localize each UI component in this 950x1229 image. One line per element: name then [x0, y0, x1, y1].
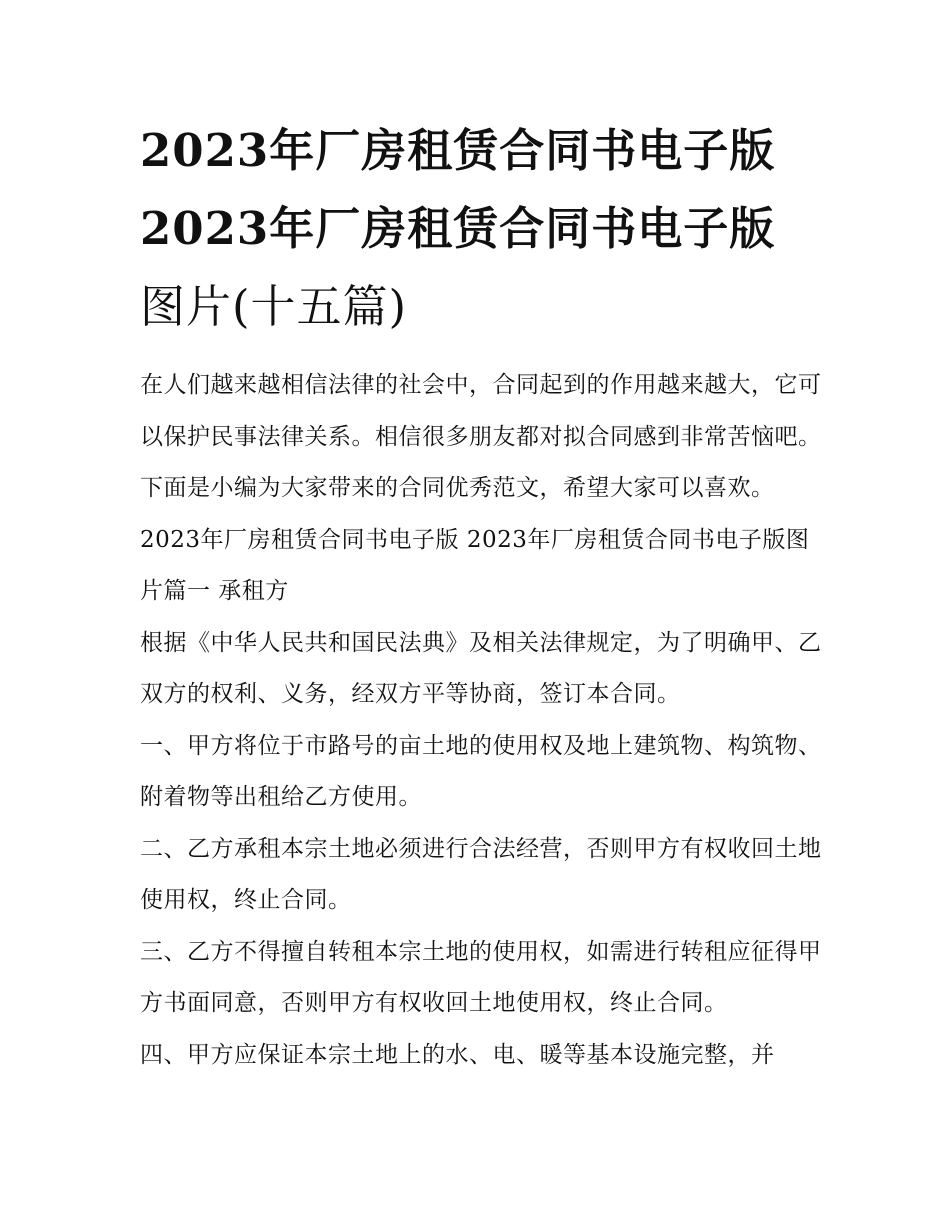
section-heading: 2023年厂房租赁合同书电子版 2023年厂房租赁合同书电子版图片篇一 承租方 — [140, 526, 810, 604]
document-body — [140, 360, 830, 1081]
preamble-paragraph: 根据《中华人民共和国民法典》及相关法律规定，为了明确甲、乙双方的权利、义务，经双方平等协商，签订本合同。 — [140, 629, 822, 707]
clause-3: 三、乙方不得擅自转租本宗土地的使用权，如需进行转租应征得甲方书面同意，否则甲方有权收回土地使用权，终止合同。 — [140, 938, 822, 1016]
intro-paragraph: 在人们越来越相信法律的社会中，合同起到的作用越来越大，它可以保护民事法律关系。相信很多朋友都对拟合同感到非常苦恼吧。下面是小编为大家带来的合同优秀范文，希望大家可以喜欢。 — [140, 372, 822, 501]
title-line-1: 2023年厂房租赁合同书电子版 — [140, 124, 776, 177]
clause-2: 二、乙方承租本宗土地必须进行合法经营，否则甲方有权收回土地使用权，终止合同。 — [140, 835, 822, 913]
clause-1: 一、甲方将位于市路号的亩土地的使用权及地上建筑物、构筑物、附着物等出租给乙方使用。 — [140, 732, 822, 810]
document-title — [140, 112, 830, 346]
document-page — [140, 112, 830, 1081]
clause-4: 四、甲方应保证本宗土地上的水、电、暖等基本设施完整，并 — [140, 1041, 775, 1068]
title-line-2: 2023年厂房租赁合同书电子版 — [140, 202, 776, 255]
title-line-3: 图片(十五篇) — [140, 280, 408, 333]
